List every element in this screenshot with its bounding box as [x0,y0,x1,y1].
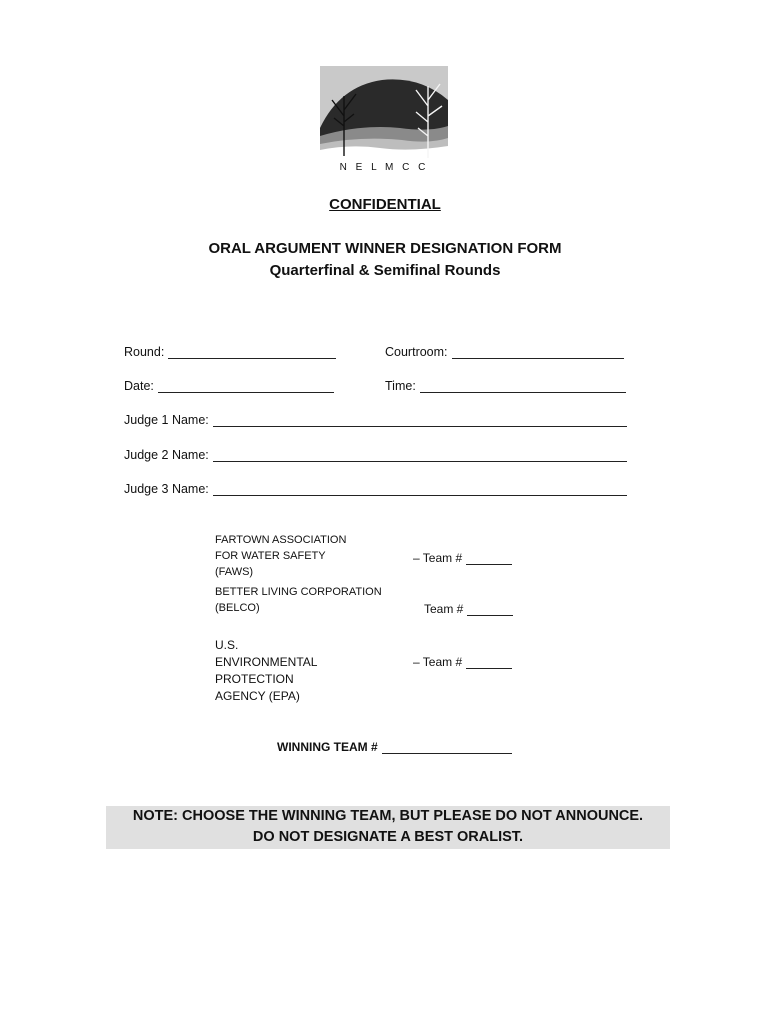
judge1-field [124,413,627,427]
nelmcc-logo [320,66,448,180]
judge3-field [124,482,627,496]
judge2-field [124,448,627,462]
judge1-input-line[interactable] [213,414,627,427]
time-input-line[interactable] [420,380,626,393]
date-input-line[interactable] [158,380,334,393]
party-epa-line: ENVIRONMENTAL [215,655,318,669]
round-input-line[interactable] [168,346,336,359]
team-belco-input-line[interactable] [467,603,513,616]
party-epa-line: U.S. [215,638,239,652]
team-belco-label: Team # [424,602,464,616]
team-belco [424,602,513,616]
form-title: ORAL ARGUMENT WINNER DESIGNATION FORM [208,240,562,257]
winning-team-input-line[interactable] [382,741,512,754]
party-faws-line: FOR WATER SAFETY [215,550,326,562]
party-faws [215,532,346,580]
party-epa-line: AGENCY (EPA) [215,689,300,703]
courtroom-label: Courtroom: [385,345,448,359]
date-field [124,379,334,393]
team-epa-input-line[interactable] [466,656,512,669]
form-subtitle: Quarterfinal & Semifinal Rounds [269,262,501,279]
note-line-2: DO NOT DESIGNATE A BEST ORALIST. [252,829,524,845]
confidential-label [0,196,770,213]
team-epa [413,655,512,669]
party-belco-line: (BELCO) [215,602,260,614]
party-epa-line: PROTECTION [215,672,294,686]
winning-team-field [277,740,512,754]
team-epa-label: – Team # [413,655,463,669]
winning-team-label: WINNING TEAM # [277,740,378,754]
note-line-1: NOTE: CHOOSE THE WINNING TEAM, BUT PLEASE DO NOT ANNOUNCE. [132,808,644,824]
team-faws [413,551,512,565]
courtroom-input-line[interactable] [452,346,624,359]
party-faws-line: (FAWS) [215,566,254,578]
time-label: Time: [385,379,416,393]
time-field [385,379,626,393]
party-belco-line: BETTER LIVING CORPORATION [215,586,382,598]
courtroom-field [385,345,624,359]
judge1-label: Judge 1 Name: [124,413,209,427]
confidential-text: CONFIDENTIAL [329,196,441,213]
team-faws-input-line[interactable] [466,552,512,565]
judge2-label: Judge 2 Name: [124,448,209,462]
round-field [124,345,336,359]
judge3-label: Judge 3 Name: [124,482,209,496]
party-faws-line: FARTOWN ASSOCIATION [215,534,347,546]
party-belco [215,584,382,616]
note-box [106,806,670,849]
party-epa [215,637,317,705]
date-label: Date: [124,379,154,393]
judge2-input-line[interactable] [213,449,627,462]
judge3-input-line[interactable] [213,483,627,496]
logo-text: N E L M C C [339,162,429,173]
team-faws-label: – Team # [413,551,463,565]
round-label: Round: [124,345,165,359]
